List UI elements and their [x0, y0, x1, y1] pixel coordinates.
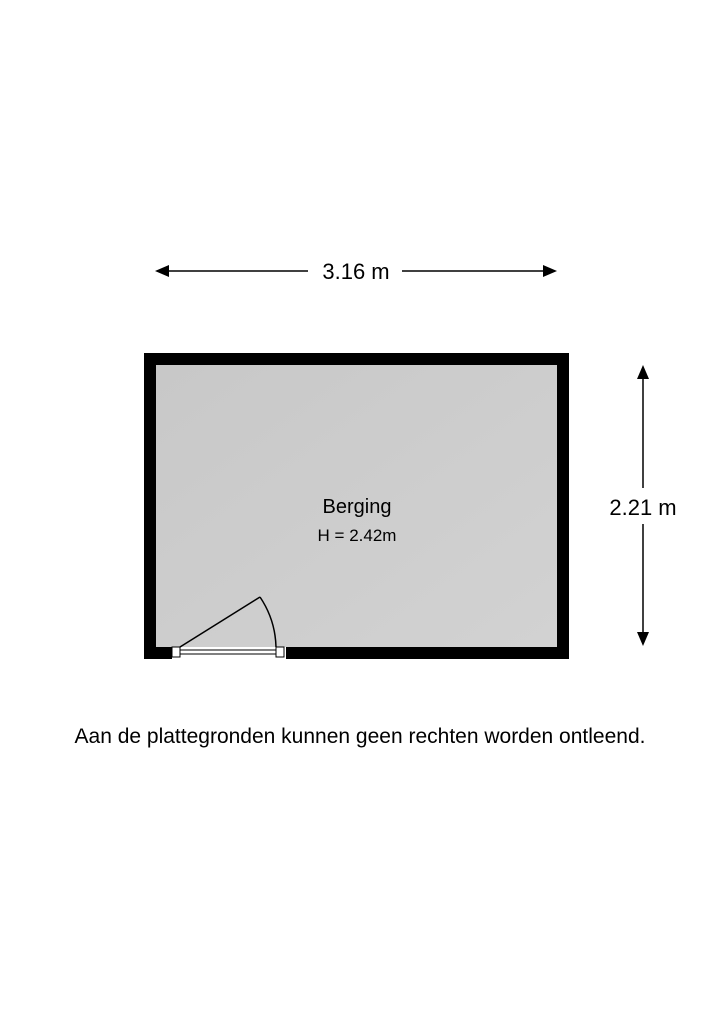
height-dimension [609, 365, 676, 646]
width-label: 3.16 m [322, 259, 390, 284]
arrow-right-icon [543, 265, 557, 277]
room-berging [144, 353, 569, 659]
door-jamb-left [172, 647, 180, 657]
door-jamb-right [276, 647, 284, 657]
height-label: 2.21 m [609, 495, 677, 520]
room-name: Berging [322, 496, 392, 518]
disclaimer-text: Aan de plattegronden kunnen geen rechten worden ontleend. [74, 725, 646, 748]
door-opening [172, 647, 286, 659]
arrow-left-icon [155, 265, 169, 277]
arrow-up-icon [637, 365, 649, 379]
arrow-down-icon [637, 632, 649, 646]
width-dimension [155, 259, 557, 284]
room-ceiling-height: H = 2.42m [317, 526, 397, 545]
